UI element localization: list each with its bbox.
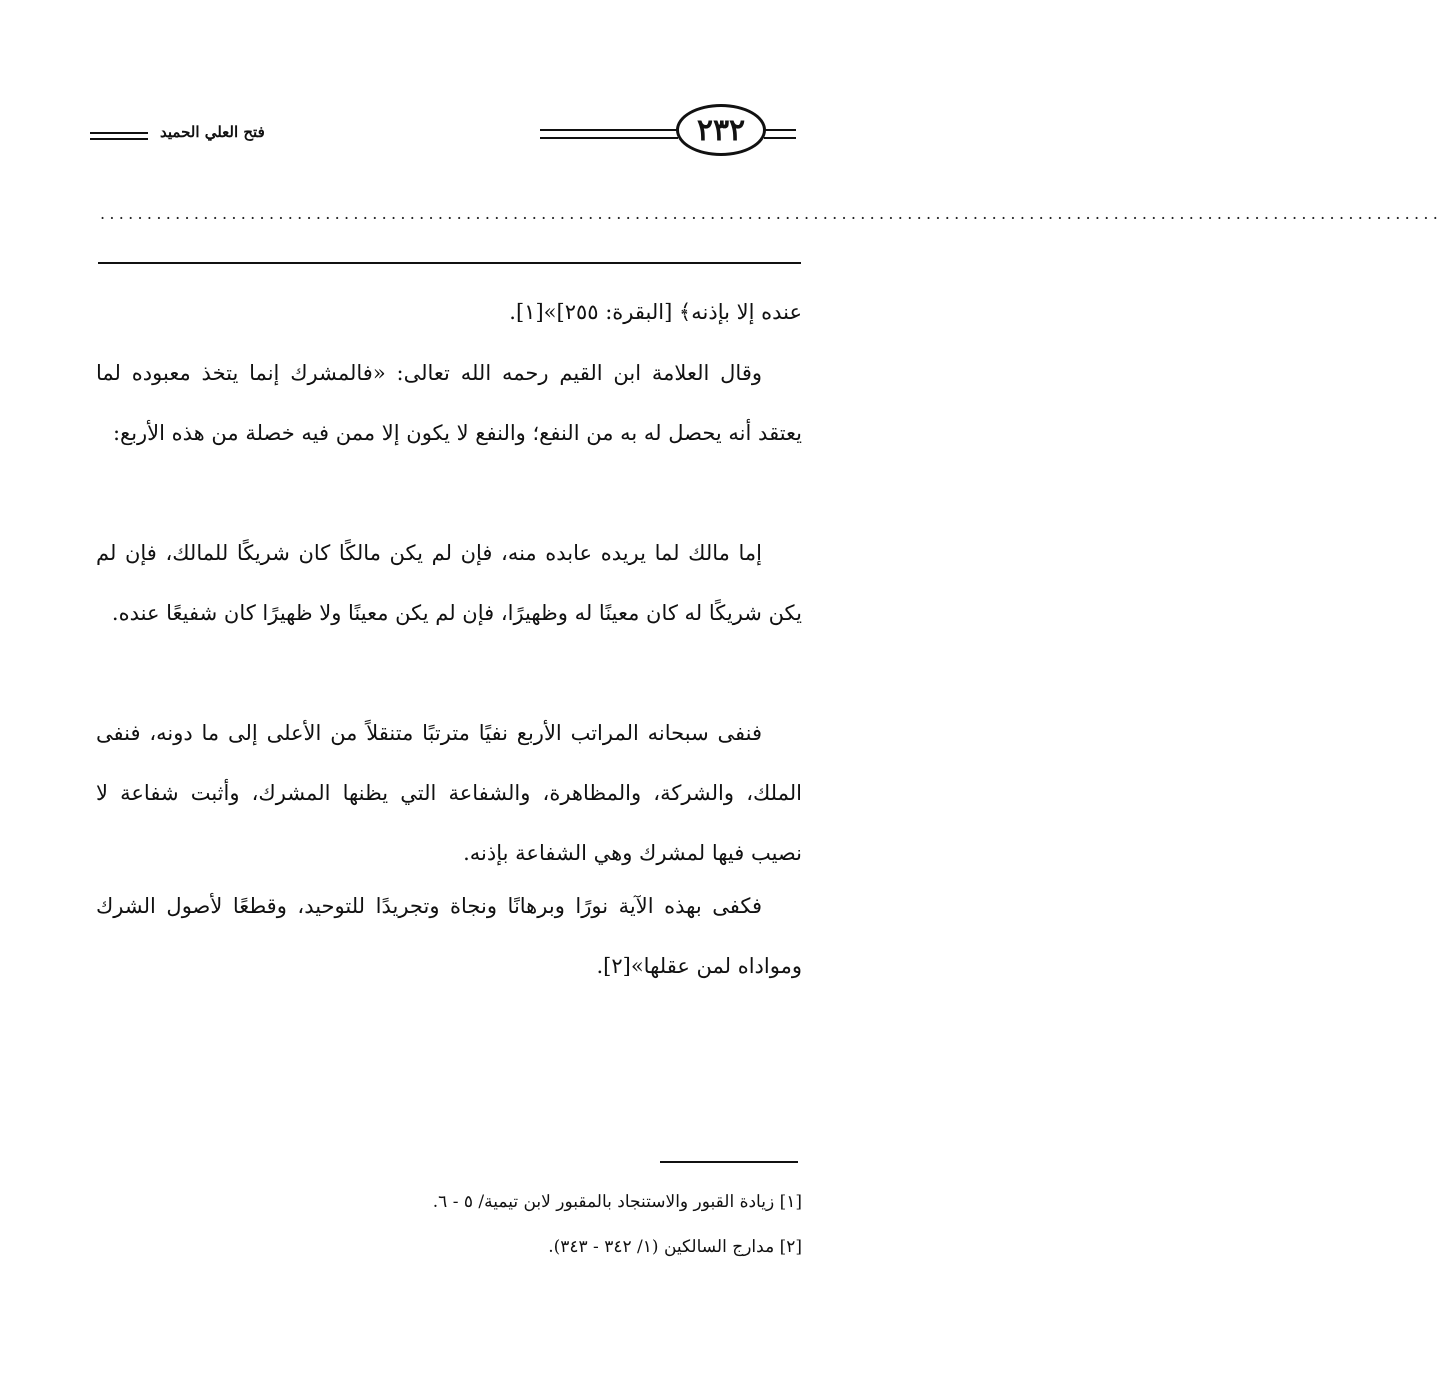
paragraph-ibn-qayyim-quote: وقال العلامة ابن القيم رحمه الله تعالى: «فالمشرك إنما يتخذ معبوده لما يعتقد أنه يحصل له به من النفع؛ والنفع لا يكون إلا ممن فيه خصلة من هذه الأربع: <box>96 361 802 445</box>
header-rule-center <box>540 129 678 139</box>
running-header-title: فتح العلي الحميد <box>160 123 265 141</box>
content-top-rule <box>98 262 801 264</box>
dotted-separator: ............................................................................................................................................... <box>100 204 1442 223</box>
paragraph-conclusion: فكفى بهذه الآية نورًا وبرهانًا ونجاة وتجريدًا للتوحيد، وقطعًا لأصول الشرك ومواداه لمن عقلها»[٢]. <box>96 894 802 978</box>
footnote-rule <box>660 1161 798 1163</box>
paragraph-negation: فنفى سبحانه المراتب الأربع نفيًا مترتبًا متنقلاً من الأعلى إلى ما دونه، فنفى الملك، والشركة، والمظاهرة، والشفاعة التي يظنها المشرك، وأثبت شفاعة لا نصيب فيها لمشرك وهي الشفاعة بإذنه. <box>96 721 802 865</box>
page-number: ٢٣٢ <box>676 104 766 156</box>
header-rule-left <box>90 132 148 140</box>
paragraph-four-categories: إما مالك لما يريده عابده منه، فإن لم يكن مالكًا كان شريكًا للمالك، فإن لم يكن شريكًا له كان معينًا له وظهيرًا، فإن لم يكن معينًا ولا ظهيرًا كان شفيعًا عنده. <box>96 541 802 625</box>
footnote-1: [١] زيادة القبور والاستنجاد بالمقبور لابن تيمية/ ٥ - ٦. <box>432 1192 802 1212</box>
header-rule-right <box>764 129 796 139</box>
footnote-2: [٢] مدارج السالكين (١/ ٣٤٢ - ٣٤٣). <box>548 1237 802 1257</box>
paragraph-quran-ending: عنده إلا بإذنه﴾ [البقرة: ٢٥٥]»[١]. <box>509 300 802 324</box>
